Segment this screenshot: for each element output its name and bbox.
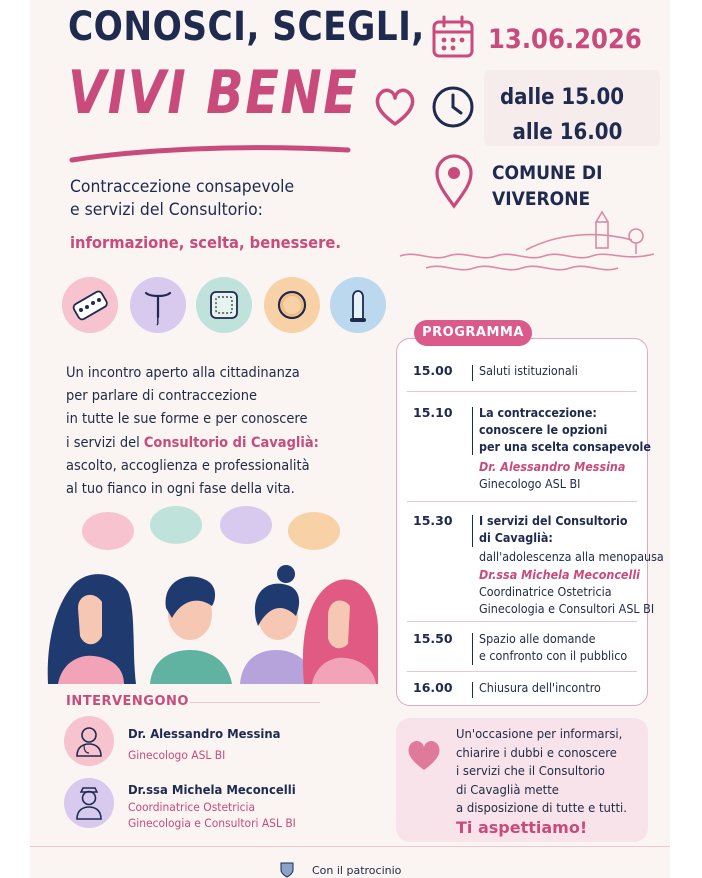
lake-landscape-illustration (396, 206, 658, 282)
speaker-1 (128, 726, 292, 763)
heart-icon (404, 736, 444, 772)
programma-separator (472, 515, 473, 547)
event-poster (30, 0, 670, 878)
intro-line: per parlare di contraccezione (66, 388, 258, 405)
programma-text (479, 513, 628, 547)
programma-line: conoscere le opzioni (479, 423, 608, 437)
pill-blister-icon (62, 277, 118, 333)
invite-line: a disposizione di tutte e tutti. (456, 800, 627, 815)
pill-circle (62, 277, 118, 333)
programma-time: 15.50 (413, 631, 453, 646)
municipal-crest-icon (278, 860, 296, 878)
programma-separator (472, 407, 473, 455)
invite-line: i servizi che il Consultorio (456, 763, 605, 778)
programma-divider (407, 501, 637, 502)
condom-icon (330, 277, 386, 333)
iud-circle (130, 277, 186, 333)
programma-text: Saluti istituzionali (479, 364, 578, 378)
programma-speaker (479, 567, 654, 618)
doctor-icon (64, 716, 114, 766)
programma-title: PROGRAMMA (414, 320, 532, 346)
heart-outline-icon (370, 84, 420, 130)
programma-speaker-name: Dr.ssa Michela Meconcelli (479, 568, 640, 582)
programma-line: e confronto con il pubblico (479, 649, 628, 663)
location-pin-icon (434, 154, 474, 210)
programma-separator (472, 633, 473, 665)
invite-line: Un'occasione per informarsi, (456, 726, 623, 741)
event-time-from: dalle 15.00 (500, 85, 625, 110)
headline-line1: CONOSCI, SCEGLI, (68, 4, 425, 50)
intro-text (66, 362, 336, 501)
programma-time: 15.10 (413, 405, 453, 420)
event-place-line1: COMUNE DI (492, 162, 603, 184)
programma-separator (472, 365, 473, 381)
event-time-to: alle 16.00 (512, 120, 623, 145)
invite-text (456, 725, 627, 818)
programma-panel (396, 338, 664, 706)
midwife-avatar (64, 778, 114, 828)
speaker-role: Ginecologo ASL BI (128, 748, 226, 762)
intervengono-title: INTERVENGONO (66, 694, 189, 709)
programma-separator (472, 682, 473, 698)
programma-line: I servizi del Consultorio (479, 514, 628, 528)
programma-speaker-role: Ginecologia e Consultori ASL BI (479, 602, 655, 616)
subtitle (70, 176, 294, 222)
programma-time: 15.00 (413, 363, 453, 378)
intro-line: in tutte le sue forme e per conoscere (66, 411, 308, 428)
speech-bubble (82, 512, 134, 550)
ring-icon (264, 277, 320, 333)
programma-divider (407, 391, 637, 392)
headline-line2: VIVI BENE (68, 58, 359, 128)
speech-bubble (150, 506, 202, 544)
event-place-line2: VIVERONE (492, 188, 591, 210)
speaker-name: Dr. Alessandro Messina (128, 726, 281, 741)
iud-icon (130, 277, 186, 333)
doctor-avatar (64, 716, 114, 766)
invite-cta: Ti aspettiamo! (456, 818, 588, 837)
programma-text (479, 405, 651, 456)
people-illustration (44, 556, 380, 684)
programma-divider (407, 621, 637, 622)
brush-underline (68, 138, 353, 166)
clock-icon (430, 84, 476, 130)
programma-speaker-name: Dr. Alessandro Messina (479, 460, 626, 474)
condom-circle (330, 277, 386, 333)
subtitle-line2: e servizi del Consultorio: (70, 200, 263, 220)
programma-line: La contraccezione: (479, 406, 597, 420)
intro-consultorio-highlight: Consultorio di Cavaglià: (143, 434, 319, 451)
programma-text (479, 631, 627, 665)
calendar-icon (430, 14, 476, 60)
programma-line: Spazio alle domande (479, 632, 596, 646)
speaker-2 (128, 782, 308, 831)
programma-time: 16.00 (413, 680, 453, 695)
programma-line: di Cavaglià: (479, 531, 553, 545)
speaker-role: Coordinatrice Ostetricia (128, 800, 256, 814)
speech-bubble (288, 512, 340, 550)
invite-line: di Cavaglià mette (456, 781, 559, 797)
intervengono-divider (190, 702, 320, 703)
programma-divider (407, 671, 637, 672)
intro-line4-pre: i servizi del (66, 434, 144, 451)
subtitle-line1: Contraccezione consapevole (70, 177, 295, 197)
event-date: 13.06.2026 (488, 24, 642, 55)
invite-line: chiarire i dubbi e conoscere (456, 744, 617, 760)
programma-speaker (479, 459, 625, 493)
event-place (492, 160, 603, 212)
programma-time: 15.30 (413, 513, 453, 528)
speaker-role: Ginecologia e Consultori ASL BI (128, 816, 296, 830)
subtitle-highlight: informazione, scelta, benessere. (70, 233, 342, 252)
programma-text: Chiusura dell'incontro (479, 681, 601, 695)
speaker-name: Dr.ssa Michela Meconcelli (128, 782, 296, 797)
intro-line: al tuo fianco in ogni fase della vita. (66, 481, 295, 498)
programma-line: per una scelta consapevole (479, 440, 651, 454)
intro-line (66, 432, 336, 455)
event-time (500, 80, 624, 150)
programma-speaker-role: Coordinatrice Ostetricia (479, 585, 612, 599)
nurse-icon (64, 778, 114, 828)
programma-speaker-role: Ginecologo ASL BI (479, 477, 581, 491)
programma-subtitle: dall'adolescenza alla menopausa (479, 550, 664, 564)
footer-divider (30, 846, 670, 847)
speech-bubble (220, 506, 272, 544)
patronage-text: Con il patrocinio (312, 864, 402, 877)
ring-circle (264, 277, 320, 333)
intro-line: Un incontro aperto alla cittadinanza (66, 365, 300, 381)
patch-circle (196, 277, 252, 333)
patch-icon (196, 277, 252, 333)
intro-line: ascolto, accoglienza e professionalità (66, 457, 310, 474)
